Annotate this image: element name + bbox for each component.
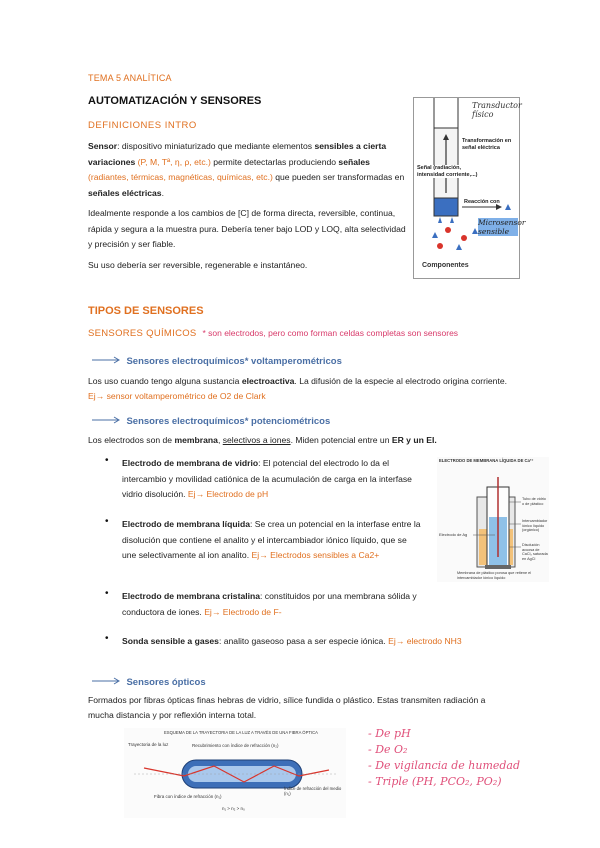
optic-text: Formados por fibras ópticas finas hebras de vidrio, sílice fundida o plástico. Estas transmiten radiación a mucha distancia y por reflexión interna total.: [88, 695, 486, 720]
membrane-label: Membrana de plástico porosa que retiene el intercambiador iónico líquido: [457, 571, 532, 580]
chem-heading: SENSORES QUÍMICOS * son electrodos, pero como forman celdas completas son sensores: [88, 328, 459, 339]
liquid-membrane-figure: [437, 457, 549, 582]
pot-heading-row: Sensores electroquímicos* potenciométricos: [92, 411, 330, 429]
arrow-right-icon: [92, 415, 122, 425]
arrow-right-icon: [92, 355, 122, 365]
volt-heading-row: Sensores electroquímicos* voltamperométricos: [92, 351, 342, 369]
pot-text: Los electrodos son de membrana, selectivos a iones. Miden potencial entre un ER y un EI.: [88, 435, 437, 445]
optic-heading-row: Sensores ópticos: [92, 672, 206, 690]
components-caption: Componentes: [422, 262, 469, 269]
optical-fiber-figure: [124, 728, 346, 818]
definitions-heading: DEFINICIONES INTRO: [88, 120, 197, 131]
bullet-glass: Electrodo de membrana de vidrio: El potencial del electrodo lo da el intercambio y movilidad catiónica de la acumulación de carga en la interfase vidrio disolución. Ej→ Electrodo de pH: [122, 458, 412, 499]
microsensor-label: Microsensor sensible: [478, 218, 526, 236]
volt-text: Los uso cuando tengo alguna sustancia electroactiva. La difusión de la especie al electrodo origina corriente. Ej→ sensor voltamperométrico de O2 de Clark: [88, 376, 508, 401]
reaction-triangle-icon: [505, 204, 511, 210]
topic-label: TEMA 5 ANALÍTICA: [88, 73, 172, 83]
reaction-label: Reacción con: [464, 199, 500, 205]
uso-paragraph: Su uso debería ser reversible, regenerable e instantáneo.: [88, 260, 308, 270]
exchanger-label: Intercambiador iónico líquido (orgánico): [522, 519, 548, 532]
note-o2: - De O₂: [368, 743, 408, 756]
bullet-dot: •: [105, 455, 109, 466]
components-figure: [413, 97, 526, 279]
transductor-label: Transductor físico: [472, 101, 522, 119]
medium-label: Índice de refracción del medio (n₁): [284, 786, 342, 796]
signal-label: Señal (radiación, intensidad corriente,...): [417, 165, 478, 178]
tube-label: Tubo de vidrio o de plástico: [522, 497, 546, 506]
solution-label: Disolución acuosa de CaCl₂ saturada en AgCl: [522, 543, 548, 561]
arrow-right-icon: [92, 676, 122, 686]
note-triple: - Triple (PH, PCO₂, PO₂): [368, 775, 502, 788]
core-label: Fibra con índice de refracción (n₁): [154, 794, 222, 799]
note-ph: - De pH: [368, 727, 411, 740]
ideal-paragraph: Idealmente responde a los cambios de [C] de forma directa, reversible, continua, rápida y segura a la muestra pura. Debería tener bajo LOD y LOQ, alta selectividad y precisión y ser fiable.: [88, 208, 406, 249]
light-path-label: Trayectoria de la luz: [128, 742, 169, 747]
figure2-title: ELECTRODO DE MEMBRANA LÍQUIDA DE Ca²⁺: [439, 458, 534, 463]
cladding-label: Recubrimiento con índice de refracción (n₂): [192, 743, 279, 748]
bullet-liquid: Electrodo de membrana líquida: Se crea un potencial en la interfase entre la disolución que contiene el analito y el intercambiador iónico líquido, que se une selectivamente al ion analito. Ej→ Electrodos sensibles a Ca2+: [122, 519, 421, 560]
bullet-crystal: Electrodo de membrana cristalina: constituidos por una membrana sólida y conductora de iones. Ej→ Electrodo de F-: [122, 591, 417, 617]
page-title: AUTOMATIZACIÓN Y SENSORES: [88, 95, 262, 107]
bullet-dot: •: [105, 516, 109, 527]
sensor-definition: Sensor: dispositivo miniaturizado que mediante elementos sensibles a cierta variaciones (P, M, Tª, η, ρ, etc.) permite detectarlas produciendo señales (radiantes, térmicas, magnéticas, químicas, etc.) que pueden ser transformadas en señales eléctricas.: [88, 141, 405, 198]
refraction-formula: n₁ > n₂ > n₀: [222, 806, 245, 811]
ag-electrode-label: Electrodo de Ag: [439, 532, 468, 537]
bullet-dot: •: [105, 633, 109, 644]
note-humidity: - De vigilancia de humedad: [368, 759, 521, 772]
figure3-title: ESQUEMA DE LA TRAYECTORIA DE LA LUZ A TRAVÉS DE UNA FIBRA ÓPTICA: [164, 730, 318, 735]
bullet-gas: Sonda sensible a gases: analito gaseoso pasa a ser especie iónica. Ej→ electrodo NH3: [122, 636, 462, 646]
bullet-dot: •: [105, 588, 109, 599]
transform-label: Transformación en señal eléctrica: [462, 138, 512, 151]
tipos-heading: TIPOS DE SENSORES: [88, 305, 204, 317]
chem-note: * son electrodos, pero como forman celdas completas son sensores: [202, 328, 459, 338]
components-diagram: [414, 98, 526, 278]
